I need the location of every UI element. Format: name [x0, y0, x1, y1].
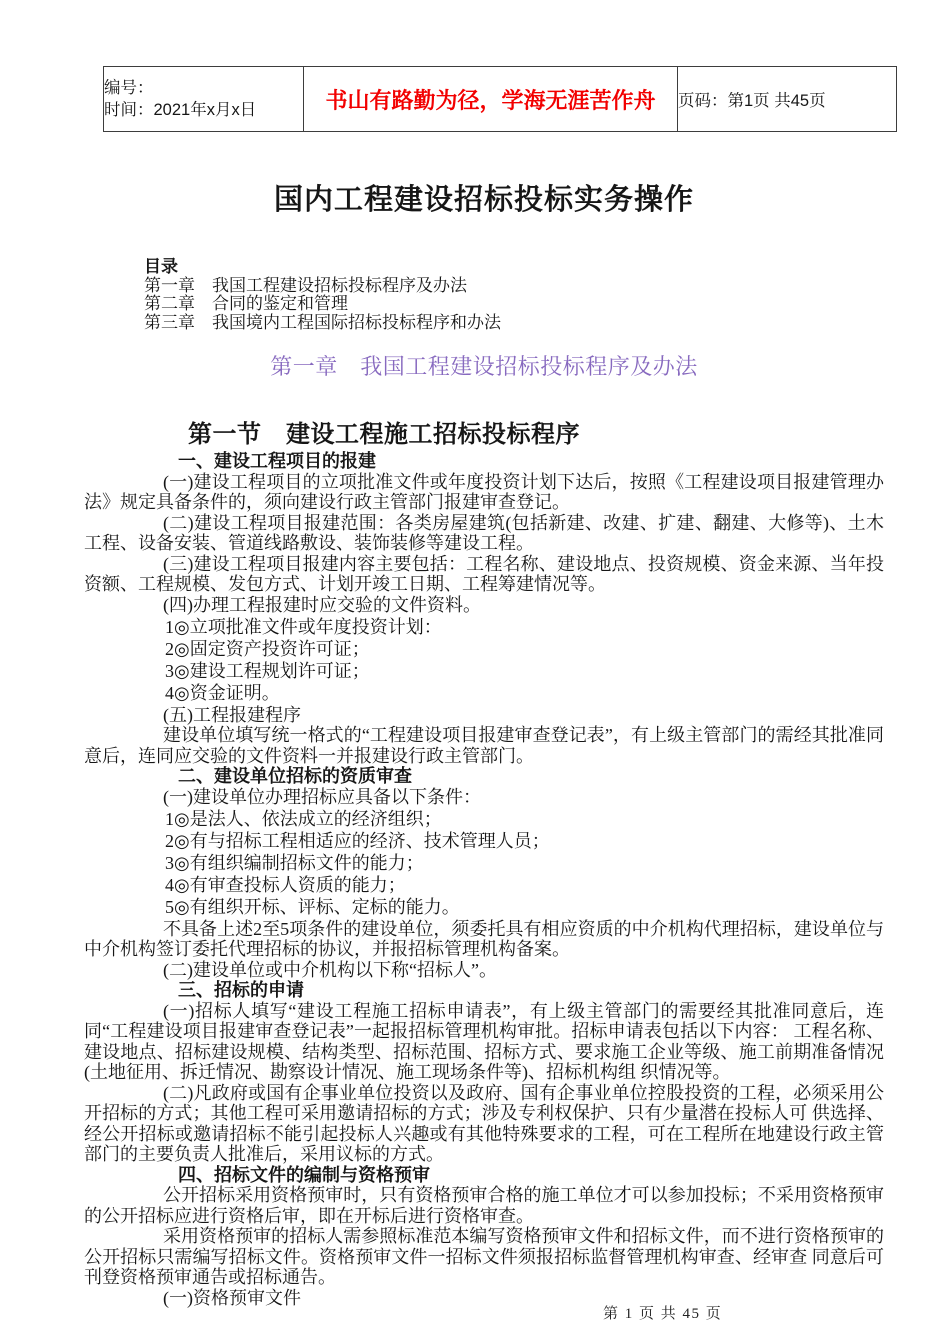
body-paragraph: 建设单位填写统一格式的“工程建设项目报建审查登记表”，有上级主管部门的需经其批准同意后，连同应交验的文件资料一并报建设行政主管部门。: [84, 725, 884, 766]
document-title: 国内工程建设招标投标实务操作: [273, 184, 694, 216]
toc-item-chapter-1: 第一章 我国工程建设招标投标程序及办法: [144, 275, 467, 295]
body-paragraph: 采用资格预审的招标人需参照标准范本编写资格预审文件和招标文件，而不进行资格预审的公开招标只需编写招标文件。资格预审文件一招标文件须报招标监督管理机构审查、经审查 同意后可刊登资格预审通告或招标通告。: [84, 1226, 884, 1288]
body-paragraph: 5◎有组织开标、评标、定标的能力。: [165, 896, 460, 917]
body-paragraph: 1◎是法人、依法成立的经济组织；: [165, 808, 442, 829]
body-paragraph: (二)凡政府或国有企事业单位投资以及政府、国有企事业单位控股投资的工程，必须采用公开招标的方式；其他工程可采用邀请招标的方式；涉及专利权保护、只有少量潜在投标人可 供选择、经公开招标或邀请招标不能引起投标人兴趣或有其他特殊要求的工程，可在工程所在地建设行政主管部门的主要负责人批准后，采用议标的方式。: [84, 1082, 884, 1165]
doc-date-label: 时间：2021年x月x日: [104, 101, 257, 119]
page-number-label: 页码：第1页 共45页: [678, 92, 826, 110]
body-paragraph: 2◎固定资产投资许可证；: [165, 638, 370, 659]
body-paragraph: 3◎建设工程规划许可证；: [165, 660, 370, 681]
body-paragraph: 4◎资金证明。: [165, 682, 280, 703]
document-body: [84, 451, 884, 1308]
body-paragraph: 1◎立项批准文件或年度投资计划：: [165, 616, 442, 637]
body-paragraph: 4◎有审查投标人资质的能力；: [165, 874, 406, 895]
body-paragraph: 不具备上述2至5项条件的建设单位，须委托具有相应资质的中介机构代理招标，建设单位与中介机构签订委托代理招标的协议，并报招标管理机构备案。: [84, 918, 884, 960]
page-footer: 第 1 页 共 45 页: [603, 1306, 723, 1322]
body-paragraph: (五)工程报建程序: [163, 704, 301, 725]
body-paragraph: (一)资格预审文件: [163, 1287, 301, 1308]
body-subheading: 一、建设工程项目的报建: [178, 451, 376, 472]
body-paragraph: (二)建设工程项目报建范围：各类房屋建筑(包括新建、改建、扩建、翻建、大修等)、土木工程、设备安装、管道线路敷设、装饰装修等建设工程。: [84, 512, 884, 554]
body-subheading: 三、招标的申请: [178, 980, 304, 1001]
doc-number-label: 编号：: [104, 79, 154, 97]
body-paragraph: (一)建设单位办理招标应具备以下条件：: [163, 786, 481, 807]
body-paragraph: (四)办理工程报建时应交验的文件资料。: [163, 594, 481, 615]
body-paragraph: (二)建设单位或中介机构以下称“招标人”。: [163, 959, 497, 980]
body-subheading: 二、建设单位招标的资质审查: [178, 766, 412, 787]
body-paragraph: 公开招标采用资格预审时，只有资格预审合格的施工单位才可以参加投标；不采用资格预审的公开招标应进行资格后审，即在开标后进行资格审查。: [84, 1185, 884, 1226]
chapter-heading: 第一章 我国工程建设招标投标程序及办法: [270, 354, 698, 380]
toc-item-chapter-2: 第二章 合同的鉴定和管理: [144, 294, 348, 314]
body-subheading: 四、招标文件的编制与资格预审: [178, 1164, 430, 1185]
body-paragraph: (一)招标人填写“建设工程施工招标申请表”，有上级主管部门的需要经其批准同意后，连同“工程建设项目报建审查登记表”一起报招标管理机构审批。招标申请表包括以下内容： 工程名称、建设地点、招标建设规模、结构类型、招标范围、招标方式、要求施工企业等级、施工前期准备情况(土地征用、拆迁情况、勘察设计情况、施工现场条件等)、招标机构组 织情况等。: [84, 1000, 884, 1083]
toc-heading: 目录: [144, 257, 178, 276]
body-paragraph: 2◎有与招标工程相适应的经济、技术管理人员；: [165, 830, 550, 851]
main-column: [84, 0, 884, 1308]
slogan-text: 书山有路勤为径，学海无涯苦作舟: [325, 87, 656, 113]
body-paragraph: 3◎有组织编制招标文件的能力；: [165, 852, 424, 873]
body-paragraph: (一)建设工程项目的立项批准文件或年度投资计划下达后，按照《工程建设项目报建管理办法》规定具备条件的，须向建设行政主管部门报建审查登记。: [84, 471, 884, 513]
body-paragraph: (三)建设工程项目报建内容主要包括：工程名称、建设地点、投资规模、资金来源、当年投资额、工程规模、发包方式、计划开竣工日期、工程筹建情况等。: [84, 553, 884, 595]
table-of-contents: [144, 258, 884, 332]
section-heading: 第一节 建设工程施工招标投标程序: [188, 421, 580, 449]
toc-item-chapter-3: 第三章 我国境内工程国际招标投标程序和办法: [144, 312, 501, 332]
